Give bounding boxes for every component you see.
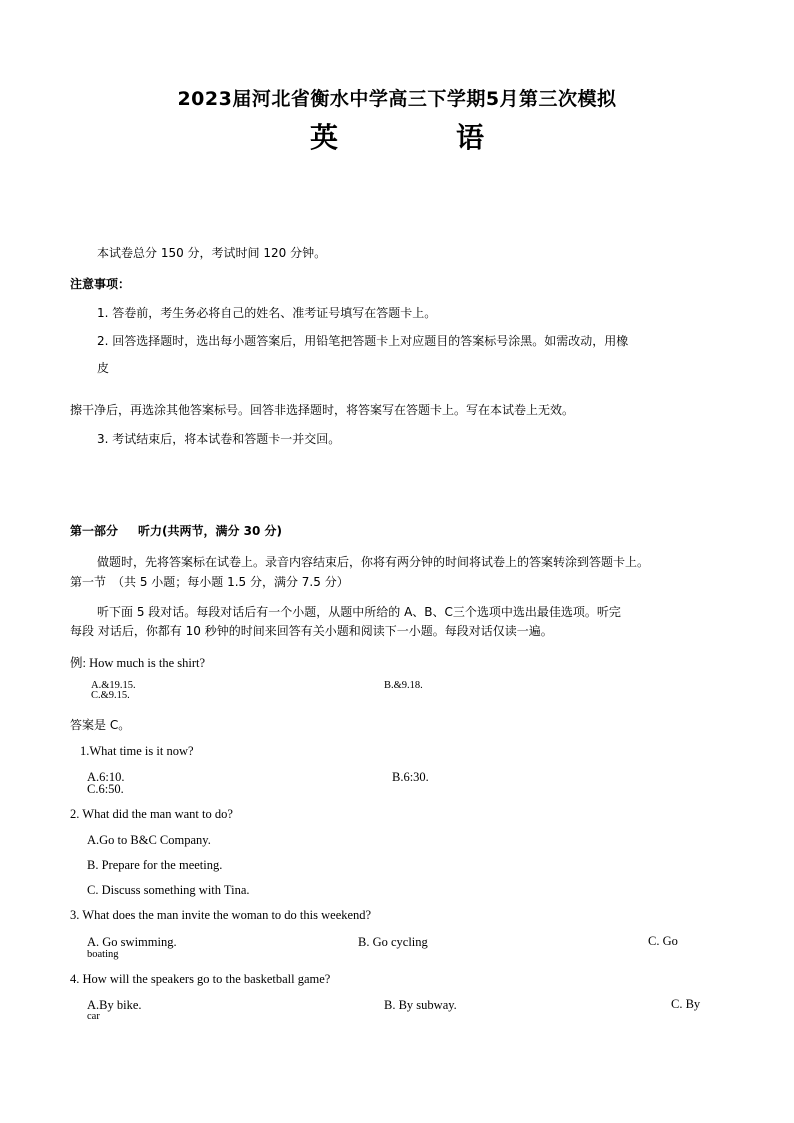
part1-text: 听力(共两节，满分 30 分) — [138, 524, 283, 538]
question-4-option-a: A.By bike. — [87, 998, 142, 1012]
part1-heading — [70, 522, 282, 539]
question-2-option-b: B. Prepare for the meeting. — [87, 858, 223, 872]
example-option-b: B.&9.18. — [384, 680, 423, 691]
exam-title: 2023届河北省衡水中学高三下学期5月第三次模拟 — [177, 88, 617, 110]
notice-item-2: 2. 回答选择题时，选出每小题答案后，用铅笔把答题卡上对应题目的答案标号涂黑。如需改动，用橡 — [97, 334, 629, 348]
question-2-stem: 2. What did the man want to do? — [70, 807, 233, 821]
section1-directions: 听下面 5 段对话。每段对话后有一个小题，从题中所给的 A、B、C三个选项中选出最佳选项。听完 — [97, 605, 621, 619]
exam-intro: 本试卷总分 150 分，考试时间 120 分钟。 — [97, 246, 327, 260]
question-4-stem: 4. How will the speakers go to the basketball game? — [70, 972, 331, 986]
subject-title — [0, 116, 794, 156]
question-2-option-a: A.Go to B&C Company. — [87, 833, 211, 847]
question-1-stem: 1.What time is it now? — [80, 744, 194, 758]
section1-heading: 第一节 （共 5 小题；每小题 1.5 分，满分 7.5 分） — [70, 575, 349, 589]
question-1-option-b: B.6:30. — [392, 770, 429, 784]
notice-item-2-wrap: 皮 — [97, 361, 110, 375]
notice-item-3: 3. 考试结束后，将本试卷和答题卡一并交回。 — [97, 432, 341, 446]
question-4-option-b: B. By subway. — [384, 998, 457, 1012]
section1-directions-cont: 每段 对话后，你都有 10 秒钟的时间来回答有关小题和阅读下一小题。每段对话仅读一遍。 — [70, 624, 553, 638]
notice-item-2-cont: 擦干净后，再选涂其他答案标号。回答非选择题时，将答案写在答题卡上。写在本试卷上无效。 — [70, 403, 575, 417]
notice-heading: 注意事项： — [70, 277, 131, 291]
question-3-option-c-wrap: boating — [87, 949, 119, 960]
example-option-c: C.&9.15. — [91, 690, 130, 701]
question-4-option-c-wrap: car — [87, 1011, 100, 1022]
part1-instruction: 做题时，先将答案标在试卷上。录音内容结束后，你将有两分钟的时间将试卷上的答案转涂到答题卡上。 — [97, 555, 650, 569]
question-2-option-c: C. Discuss something with Tina. — [87, 883, 250, 897]
example-answer: 答案是 C。 — [70, 718, 131, 732]
part1-label: 第一部分 — [70, 524, 119, 538]
question-3-option-a: A. Go swimming. — [87, 935, 177, 949]
question-3-option-b: B. Go cycling — [358, 935, 428, 949]
notice-item-1: 1. 答卷前，考生务必将自己的姓名、准考证号填写在答题卡上。 — [97, 306, 437, 320]
question-4-option-c: C. By — [671, 997, 701, 1011]
example-question: 例: How much is the shirt? — [70, 656, 206, 670]
question-1-option-c: C.6:50. — [87, 782, 124, 796]
question-1-option-a: A.6:10. — [87, 770, 125, 784]
question-3-stem: 3. What does the man invite the woman to do this weekend? — [70, 908, 372, 922]
subject-char-left: 英 — [309, 121, 338, 154]
example-option-a: A.&19.15. — [91, 680, 136, 691]
subject-char-right: 语 — [456, 121, 485, 154]
question-3-option-c: C. Go — [648, 934, 678, 948]
